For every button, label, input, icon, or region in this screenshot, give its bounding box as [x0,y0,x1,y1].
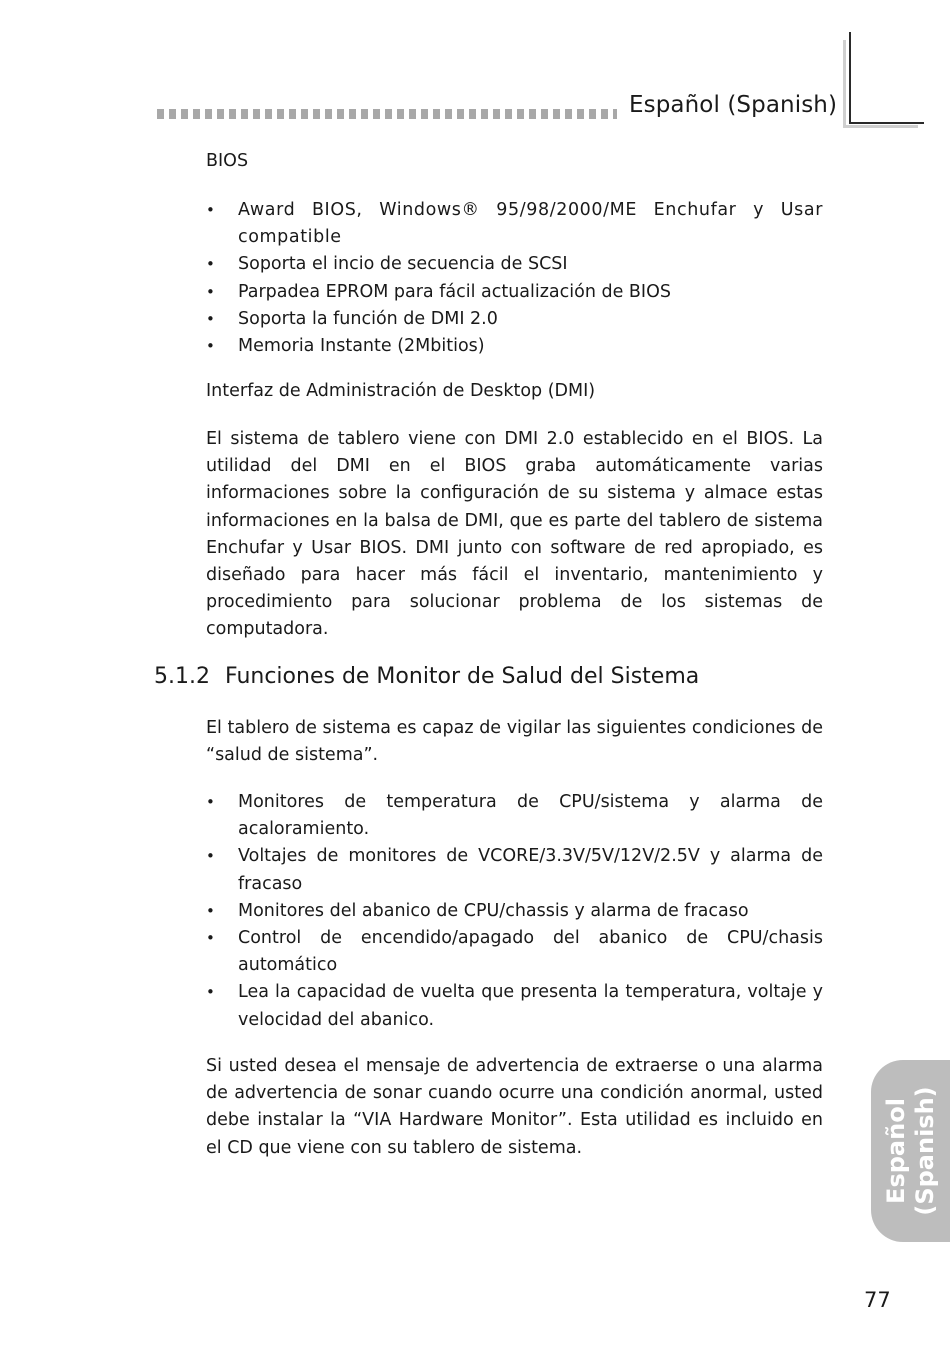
bios-list-block [206,197,823,360]
list-item: • Lea la capacidad de vuelta que presenta la temperatura, voltaje y velocidad del abanico. [206,979,823,1033]
corner-bracket-vertical [849,32,851,124]
bios-heading: BIOS [206,151,249,171]
list-item: • Monitores de temperatura de CPU/sistema y alarma de acaloramiento. [206,789,823,843]
side-tab-line2: (Spanish) [910,1086,939,1216]
language-side-tab [871,1060,950,1242]
section-intro-block [206,715,823,769]
header-dotted-rule [157,109,617,119]
corner-bracket-horizontal [849,122,924,124]
corner-bracket-shadow-vertical [843,40,846,126]
side-tab-label [882,1086,940,1215]
section-closing: Si usted desea el mensaje de advertencia de extraerse o una alarma de advertencia de sonar cuando ocurre una condición anormal, usted debe instalar la “VIA Hardware Monitor”. Esta utilidad es incluido en el CD que viene con su tablero de sistema. [206,1056,823,1158]
corner-bracket-shadow-horizontal [843,125,918,128]
list-item: • Voltajes de monitores de VCORE/3.3V/5V/12V/2.5V y alarma de fracaso [206,843,823,897]
section-list-block [206,789,823,1034]
section-intro: El tablero de sistema es capaz de vigilar las siguientes condiciones de “salud de sistema”. [206,718,823,766]
list-item: • Control de encendido/apagado del abanico de CPU/chasis automático [206,925,823,979]
bios-feature-list [206,197,823,360]
page-number: 77 [864,1288,891,1312]
section-number: 5.1.2 [154,664,210,689]
header-title: Español (Spanish) [629,92,838,118]
section-heading [154,664,699,689]
side-tab-line1: Español [881,1098,910,1204]
list-item: • Soporta la función de DMI 2.0 [206,306,823,333]
health-monitor-list [206,789,823,1034]
list-item: • Parpadea EPROM para fácil actualización de BIOS [206,279,823,306]
list-item: • Monitores del abanico de CPU/chassis y alarma de fracaso [206,898,823,925]
section-closing-block [206,1053,823,1162]
dmi-paragraph: El sistema de tablero viene con DMI 2.0 establecido en el BIOS. La utilidad del DMI en el BIOS graba automáticamente varias informaciones sobre la configuración de su sistema y almace estas informaciones en la balsa de DMI, que es parte del tablero de sistema Enchufar y Usar BIOS. DMI junto con software de red apropiado, es diseñado para hacer más fácil el inventario, mantenimiento y procedimiento para solucionar problema de los sistemas de computadora. [206,429,823,640]
list-item: • Soporta el incio de secuencia de SCSI [206,251,823,278]
dmi-block [206,426,823,644]
section-title: Funciones de Monitor de Salud del Sistema [225,664,700,689]
dmi-heading: Interfaz de Administración de Desktop (DMI) [206,381,596,401]
list-item: • Memoria Instante (2Mbitios) [206,333,823,360]
list-item: • Award BIOS, Windows® 95/98/2000/ME Enchufar y Usar compatible [206,197,823,251]
